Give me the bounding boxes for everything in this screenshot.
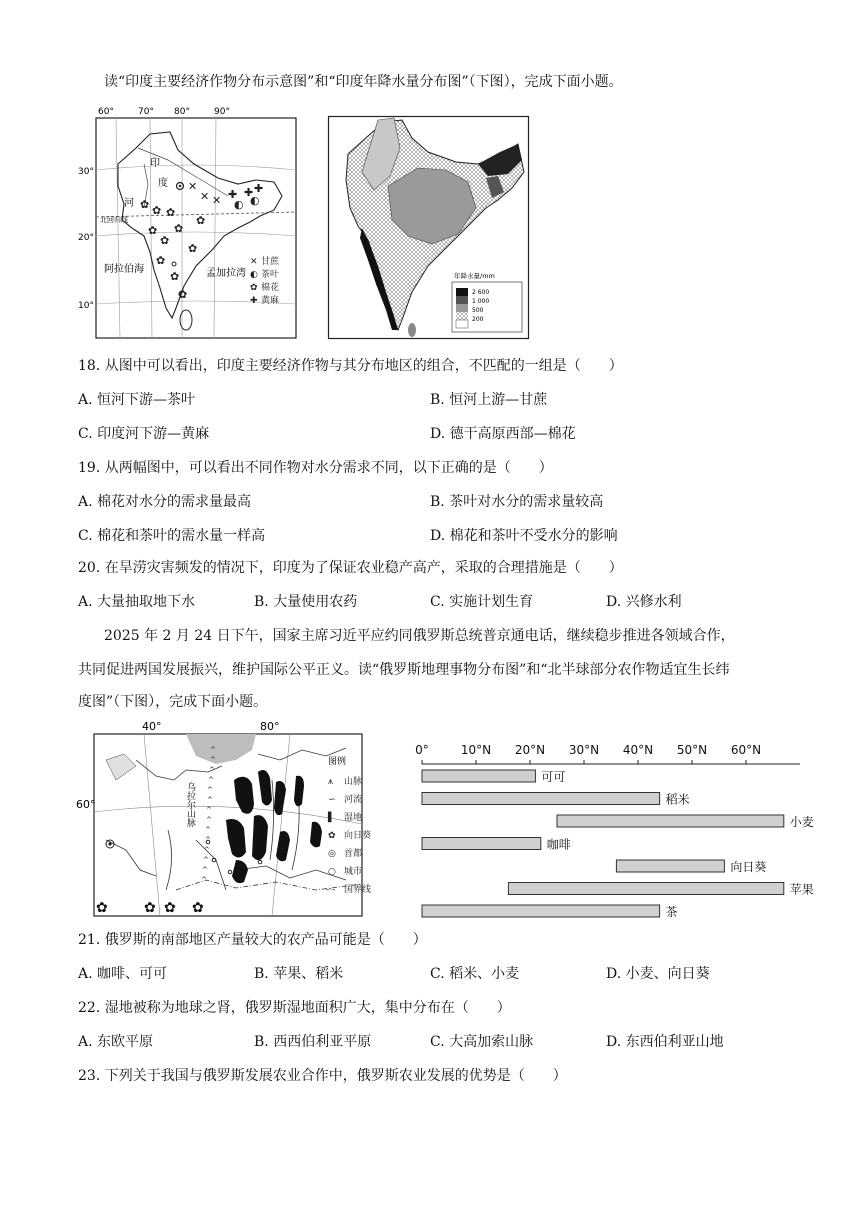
intro-text-1: 读“印度主要经济作物分布示意图”和“印度年降水量分布图”（下图），完成下面小题。 bbox=[104, 74, 623, 90]
chart-bar bbox=[422, 838, 541, 850]
chart-bar-label: 向日葵 bbox=[730, 860, 767, 874]
svg-text:✚: ✚ bbox=[244, 186, 254, 199]
svg-text:^: ^ bbox=[208, 776, 214, 784]
question-23-stem: 23. 下列关于我国与俄罗斯发展农业合作中，俄罗斯农业发展的优势是（ ） bbox=[78, 1068, 567, 1084]
svg-text:^: ^ bbox=[205, 826, 211, 834]
chart-bar bbox=[557, 815, 784, 827]
svg-text:✿: ✿ bbox=[152, 204, 162, 217]
svg-text:✿: ✿ bbox=[140, 198, 150, 211]
svg-text:-·-: -·- bbox=[326, 885, 336, 895]
svg-text:✕: ✕ bbox=[212, 194, 222, 207]
svg-text:✚: ✚ bbox=[228, 188, 238, 201]
lat-label: 60° bbox=[76, 798, 96, 811]
chart-bar-label: 小麦 bbox=[789, 815, 814, 829]
rain-legend-value: 500 bbox=[472, 307, 484, 314]
q20-option-b[interactable]: B. 大量使用农药 bbox=[254, 594, 358, 610]
q20-option-d[interactable]: D. 兴修水利 bbox=[606, 594, 682, 610]
q18-option-a[interactable]: A. 恒河下游—茶叶 bbox=[78, 392, 196, 408]
india-crop-map bbox=[78, 104, 318, 340]
svg-text:^: ^ bbox=[204, 846, 210, 854]
lat-label: 30° bbox=[78, 167, 94, 177]
intro-text-2-line2: 共同促进两国发展振兴，维护国际公平正义。读“俄罗斯地理事物分布图”和“北半球部分农作物适宜生长纬 bbox=[78, 662, 730, 678]
legend-sunflower: 向日葵 bbox=[344, 831, 372, 841]
legend-jute: 黄麻 bbox=[261, 296, 280, 306]
india-rainfall-map bbox=[328, 116, 530, 340]
rain-legend-value: 2 600 bbox=[472, 289, 490, 296]
chart-bar bbox=[422, 793, 660, 805]
svg-text:^: ^ bbox=[209, 766, 215, 774]
svg-text:^: ^ bbox=[201, 876, 207, 884]
svg-text:◐: ◐ bbox=[250, 270, 258, 280]
svg-text:✕: ✕ bbox=[200, 190, 210, 203]
tropic-label: 北回归线 bbox=[100, 216, 128, 224]
chart-tick-label: 60°N bbox=[730, 743, 762, 757]
legend-river: 河流 bbox=[344, 795, 363, 805]
q22-option-b[interactable]: B. 西西伯利亚平原 bbox=[254, 1034, 372, 1050]
svg-text:✚: ✚ bbox=[254, 182, 264, 195]
svg-text:✿: ✿ bbox=[148, 224, 158, 237]
intro-text-2-line1: 2025 年 2 月 24 日下午，国家主席习近平应约同俄罗斯总统普京通电话，继续稳步推进各领域合作， bbox=[104, 628, 735, 644]
chart-bar bbox=[422, 905, 660, 917]
q20-option-c[interactable]: C. 实施计划生育 bbox=[430, 594, 534, 610]
lon-label: 90° bbox=[214, 107, 230, 117]
legend-city: 城市 bbox=[344, 867, 363, 877]
ural-label: 乌拉尔山脉 bbox=[185, 782, 195, 827]
q19-option-b[interactable]: B. 茶叶对水分的需求量较高 bbox=[430, 494, 604, 510]
legend-cotton: 棉花 bbox=[261, 283, 280, 293]
svg-text:✕: ✕ bbox=[188, 180, 198, 193]
legend-capital: 首都 bbox=[344, 849, 363, 859]
svg-text:✚: ✚ bbox=[250, 296, 258, 306]
svg-text:✿: ✿ bbox=[144, 900, 156, 916]
russia-map bbox=[76, 720, 372, 918]
q21-option-d[interactable]: D. 小麦、向日葵 bbox=[606, 966, 710, 982]
rain-legend-value: 200 bbox=[472, 316, 484, 323]
lat-label: 20° bbox=[78, 233, 94, 243]
place-label: 印 bbox=[150, 158, 160, 169]
chart-bar-label: 可可 bbox=[541, 770, 566, 784]
chart-bar-label: 苹果 bbox=[789, 882, 814, 897]
lon-label: 60° bbox=[98, 107, 114, 117]
legend-mountain: 山脉 bbox=[344, 777, 363, 787]
chart-tick-label: 40°N bbox=[622, 743, 654, 757]
svg-text:▌: ▌ bbox=[328, 813, 335, 823]
svg-text:✿: ✿ bbox=[96, 900, 108, 916]
q18-option-b[interactable]: B. 恒河上游—甘蔗 bbox=[430, 392, 548, 408]
question-20-stem: 20. 在旱涝灾害频发的情况下，印度为了保证农业稳产高产，采取的合理措施是（ ） bbox=[78, 560, 623, 576]
legend-sugarcane: 甘蔗 bbox=[261, 257, 280, 267]
svg-text:∽: ∽ bbox=[328, 795, 336, 805]
chart-tick-label: 0° bbox=[415, 743, 429, 757]
sea-label: 阿拉伯海 bbox=[104, 264, 144, 275]
question-21-stem: 21. 俄罗斯的南部地区产量较大的农产品可能是（ ） bbox=[78, 932, 427, 948]
place-label: 河 bbox=[124, 198, 134, 209]
svg-text:⩚: ⩚ bbox=[328, 777, 334, 787]
svg-text:^: ^ bbox=[202, 866, 208, 874]
svg-text:✕: ✕ bbox=[250, 257, 258, 267]
svg-text:^: ^ bbox=[206, 816, 212, 824]
legend-border: 国界线 bbox=[344, 885, 372, 895]
place-label: 度 bbox=[158, 178, 168, 189]
q22-option-a[interactable]: A. 东欧平原 bbox=[78, 1034, 154, 1050]
svg-text:✿: ✿ bbox=[250, 283, 258, 293]
legend-title: 图例 bbox=[328, 757, 347, 767]
question-19-stem: 19. 从两幅图中，可以看出不同作物对水分需求不同，以下正确的是（ ） bbox=[78, 460, 553, 476]
crop-latitude-chart bbox=[410, 740, 814, 919]
chart-tick-label: 50°N bbox=[676, 743, 708, 757]
chart-bar-label: 茶 bbox=[665, 905, 678, 919]
lon-label: 80° bbox=[260, 720, 280, 733]
q21-option-c[interactable]: C. 稻米、小麦 bbox=[430, 966, 520, 982]
svg-text:✿: ✿ bbox=[188, 242, 198, 255]
svg-text:✿: ✿ bbox=[196, 214, 206, 227]
lon-label: 80° bbox=[174, 107, 190, 117]
svg-text:^: ^ bbox=[210, 756, 216, 764]
svg-text:^: ^ bbox=[207, 796, 213, 804]
q20-option-a[interactable]: A. 大量抽取地下水 bbox=[78, 594, 196, 610]
svg-text:^: ^ bbox=[210, 746, 216, 754]
question-18-stem: 18. 从图中可以看出，印度主要经济作物与其分布地区的组合，不匹配的一组是（ ） bbox=[78, 358, 623, 374]
q21-option-b[interactable]: B. 苹果、稻米 bbox=[254, 966, 344, 982]
legend-wetland: 湿地 bbox=[344, 813, 363, 823]
svg-text:✿: ✿ bbox=[160, 234, 170, 247]
chart-bar bbox=[508, 883, 783, 895]
svg-text:◎: ◎ bbox=[328, 849, 336, 859]
chart-bar-label: 咖啡 bbox=[546, 837, 571, 852]
svg-text:✿: ✿ bbox=[156, 254, 166, 267]
q18-option-d[interactable]: D. 德干高原西部—棉花 bbox=[430, 426, 576, 442]
svg-text:✿: ✿ bbox=[164, 900, 176, 916]
bay-label: 孟加拉湾 bbox=[206, 268, 246, 279]
svg-text:✿: ✿ bbox=[192, 900, 204, 916]
chart-tick-label: 20°N bbox=[514, 743, 546, 757]
lon-label: 40° bbox=[142, 720, 162, 733]
rain-legend-value: 1 000 bbox=[472, 298, 490, 305]
chart-tick-label: 30°N bbox=[568, 743, 600, 757]
svg-text:✿: ✿ bbox=[328, 831, 336, 841]
svg-text:✿: ✿ bbox=[170, 270, 180, 283]
svg-text:^: ^ bbox=[206, 806, 212, 814]
chart-bar-label: 稻米 bbox=[665, 792, 690, 807]
q22-option-c[interactable]: C. 大高加索山脉 bbox=[430, 1034, 534, 1050]
intro-text-2-line3: 度图”（下图），完成下面小题。 bbox=[78, 694, 268, 710]
chart-bar bbox=[616, 860, 724, 872]
svg-text:◐: ◐ bbox=[250, 194, 260, 207]
question-22-stem: 22. 湿地被称为地球之肾，俄罗斯湿地面积广大，集中分布在（ ） bbox=[78, 1000, 511, 1016]
svg-text:✿: ✿ bbox=[166, 206, 176, 219]
lon-label: 70° bbox=[138, 107, 154, 117]
chart-bar bbox=[422, 770, 535, 782]
q19-option-d[interactable]: D. 棉花和茶叶不受水分的影响 bbox=[430, 528, 618, 544]
q19-option-a[interactable]: A. 棉花对水分的需求量最高 bbox=[78, 494, 252, 510]
q22-option-d[interactable]: D. 东西伯利亚山地 bbox=[606, 1034, 724, 1050]
svg-text:✿: ✿ bbox=[174, 222, 184, 235]
svg-text:○: ○ bbox=[328, 867, 336, 877]
lat-label: 10° bbox=[78, 301, 94, 311]
svg-text:^: ^ bbox=[203, 856, 209, 864]
chart-tick-label: 10°N bbox=[460, 743, 492, 757]
svg-text:^: ^ bbox=[207, 786, 213, 794]
svg-text:^: ^ bbox=[205, 836, 211, 844]
q19-option-c[interactable]: C. 棉花和茶叶的需水量一样高 bbox=[78, 528, 266, 544]
legend-tea: 茶叶 bbox=[261, 270, 280, 280]
svg-text:◐: ◐ bbox=[234, 198, 244, 211]
q18-option-c[interactable]: C. 印度河下游—黄麻 bbox=[78, 426, 210, 442]
rain-legend-title: 年降水量/mm bbox=[454, 272, 495, 280]
svg-text:✿: ✿ bbox=[178, 288, 188, 301]
q21-option-a[interactable]: A. 咖啡、可可 bbox=[78, 966, 168, 982]
